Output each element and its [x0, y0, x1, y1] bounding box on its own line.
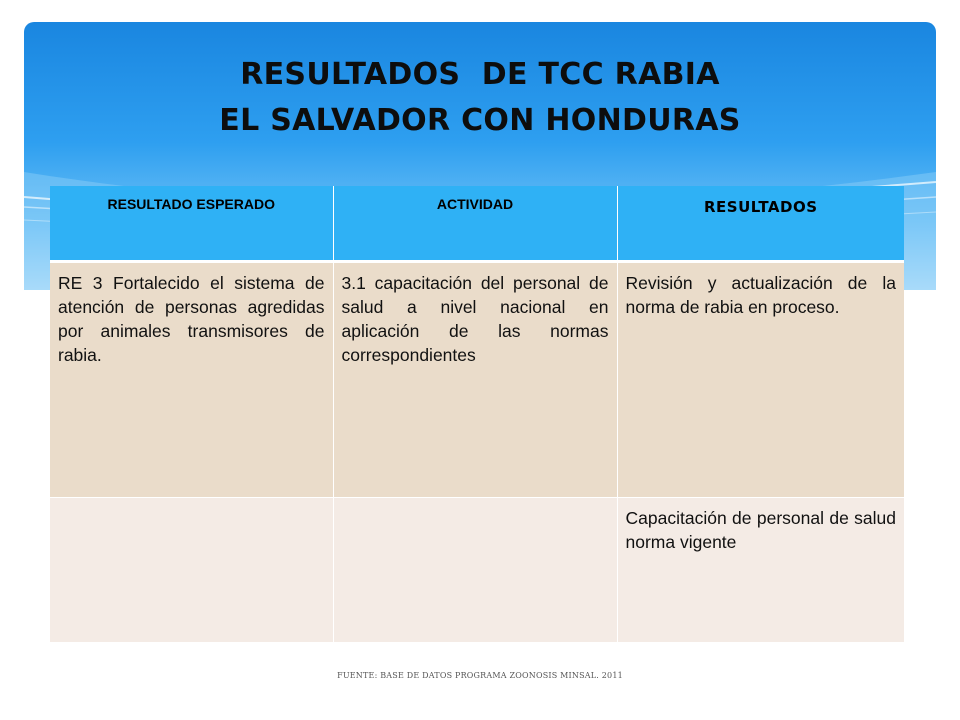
title-line-1: RESULTADOS DE TCC RABIA	[240, 57, 720, 92]
header-resultado-esperado: RESULTADO ESPERADO	[50, 186, 333, 262]
cell-actividad	[333, 498, 617, 643]
cell-actividad: 3.1 capacitación del personal de salud a nivel nacional en aplicación de las normas correspondientes	[333, 262, 617, 498]
header-resultados: RESULTADOS	[617, 186, 904, 262]
table-row	[50, 498, 904, 643]
cell-resultado-esperado	[50, 498, 333, 643]
header-actividad: ACTIVIDAD	[333, 186, 617, 262]
results-table	[50, 186, 904, 643]
table-row	[50, 262, 904, 498]
slide-title	[24, 52, 936, 144]
title-line-2: EL SALVADOR CON HONDURAS	[219, 103, 741, 138]
cell-resultados: Capacitación de personal de salud norma vigente	[617, 498, 904, 643]
cell-resultado-esperado: RE 3 Fortalecido el sistema de atención de personas agredidas por animales transmisores de rabia.	[50, 262, 333, 498]
cell-resultados: Revisión y actualización de la norma de rabia en proceso.	[617, 262, 904, 498]
table-header-row	[50, 186, 904, 262]
source-footnote: FUENTE: BASE DE DATOS PROGRAMA ZOONOSIS MINSAL. 2011	[337, 671, 623, 680]
